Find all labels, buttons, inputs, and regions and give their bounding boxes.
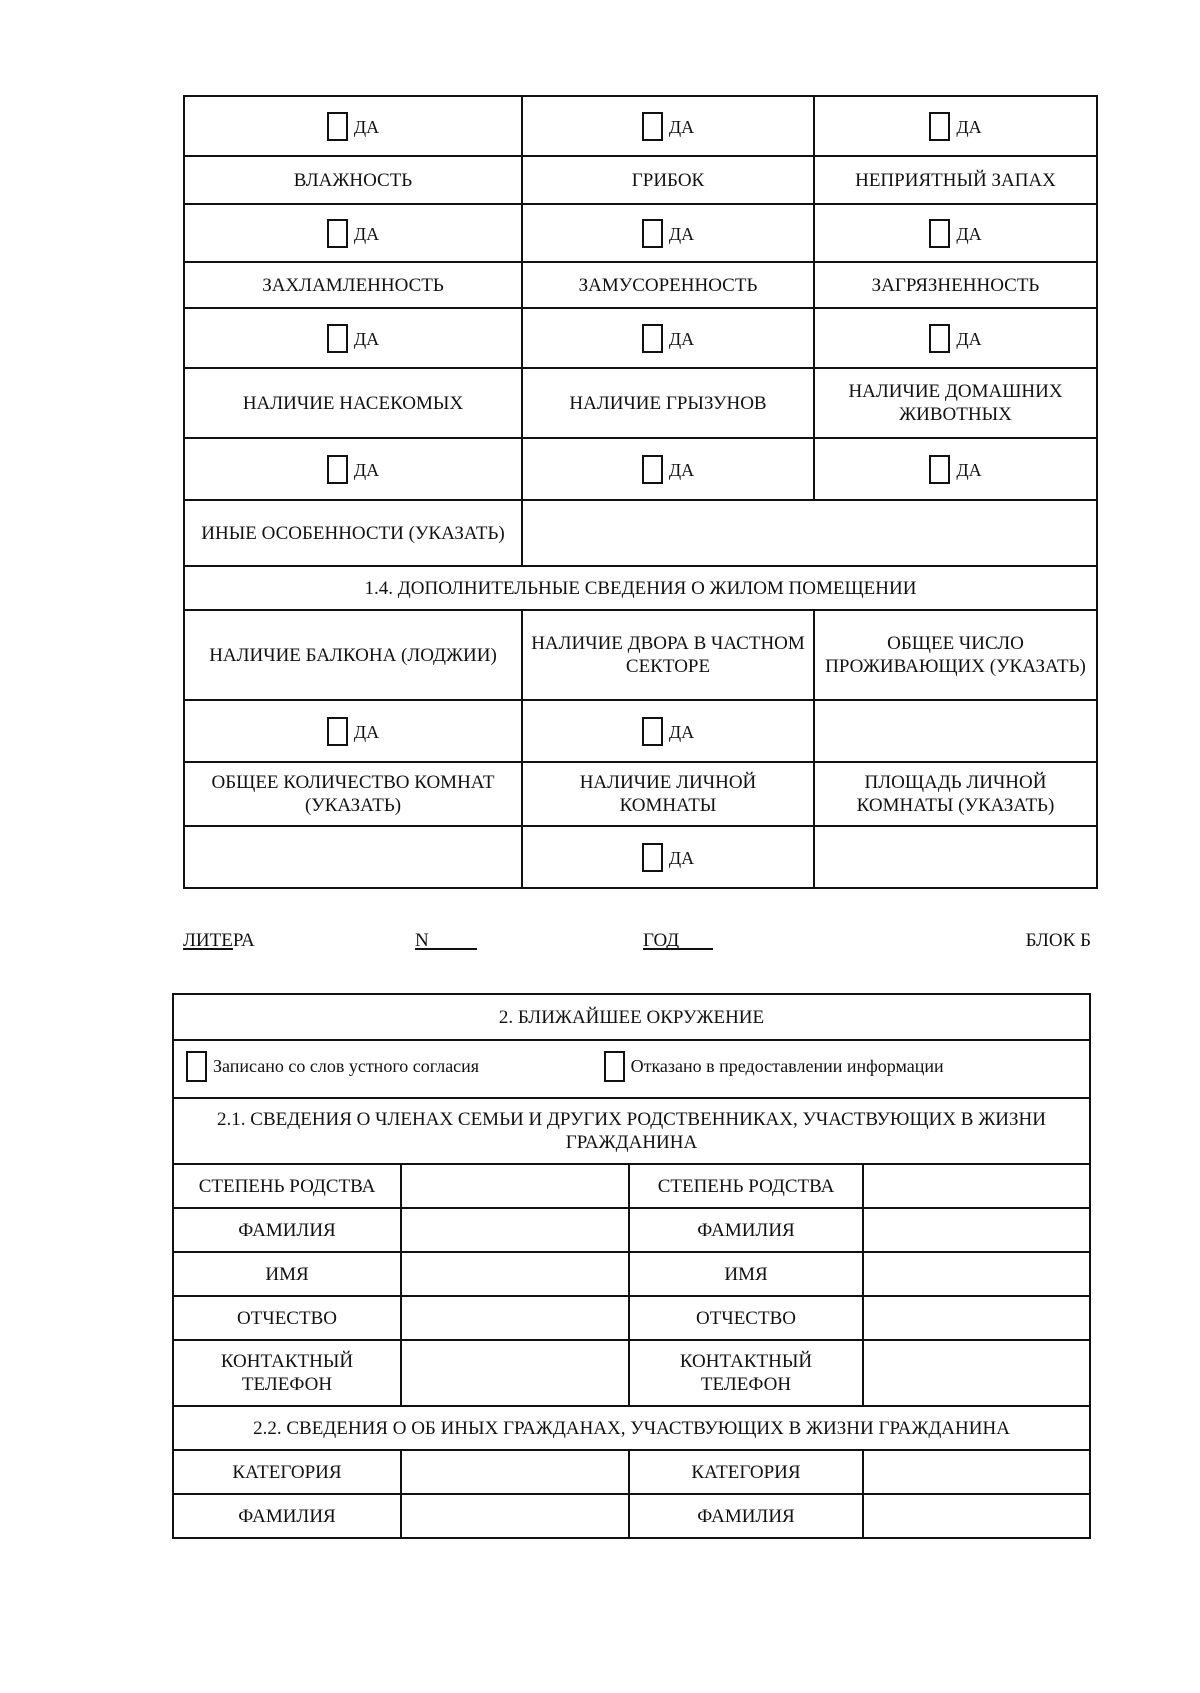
name-field-2[interactable] — [863, 1252, 1090, 1296]
checkbox-cell-dirt[interactable] — [814, 204, 1097, 262]
checkbox-cell-litter[interactable] — [522, 204, 814, 262]
label-other-surname: ФАМИЛИЯ — [629, 1494, 863, 1538]
close-environment-table — [172, 993, 1091, 1539]
label-odor: НЕПРИЯТНЫЙ ЗАПАХ — [814, 156, 1097, 204]
checkbox-label: ДА — [353, 328, 380, 349]
refused-option[interactable] — [604, 1051, 944, 1082]
other-surname-field-1[interactable] — [401, 1494, 629, 1538]
checkbox-rodents-yes[interactable] — [642, 455, 663, 484]
checkbox-cell-balcony[interactable] — [184, 700, 522, 762]
checkbox-label: ДА — [668, 721, 695, 742]
other-features-field[interactable] — [522, 500, 1097, 566]
kinship-field-2[interactable] — [863, 1164, 1090, 1208]
section-2-2-title: 2.2. СВЕДЕНИЯ О ОБ ИНЫХ ГРАЖДАНАХ, УЧАСТВУЮЩИХ В ЖИЗНИ ГРАЖДАНИНА — [173, 1406, 1090, 1450]
checkbox-balcony[interactable] — [327, 717, 348, 746]
checkbox-cell-insects[interactable] — [184, 308, 522, 368]
refused-label: Отказано в предоставлении информации — [630, 1055, 944, 1076]
year-label: ГОД — [643, 930, 680, 951]
consent-option[interactable] — [186, 1051, 479, 1082]
surname-field-2[interactable] — [863, 1208, 1090, 1252]
section-2-1-title: 2.1. СВЕДЕНИЯ О ЧЛЕНАХ СЕМЬИ И ДРУГИХ РОДСТВЕННИКАХ, УЧАСТВУЮЩИХ В ЖИЗНИ ГРАЖДАНИНА — [173, 1098, 1090, 1164]
label-fungus: ГРИБОК — [522, 156, 814, 204]
label-litter: ЗАМУСОРЕННОСТЬ — [522, 262, 814, 308]
checkbox-label: ДА — [956, 328, 982, 349]
label-rooms-count: ОБЩЕЕ КОЛИЧЕСТВО КОМНАТ (УКАЗАТЬ) — [184, 762, 522, 826]
checkbox-cell-clutter[interactable] — [184, 204, 522, 262]
patronymic-field-2[interactable] — [863, 1296, 1090, 1340]
room-area-field[interactable] — [814, 826, 1097, 888]
checkbox-pets-yes[interactable] — [929, 455, 950, 484]
checkbox-label: ДА — [956, 223, 982, 244]
label-room-area: ПЛОЩАДЬ ЛИЧНОЙ КОМНАТЫ (УКАЗАТЬ) — [814, 762, 1097, 826]
label-yard: НАЛИЧИЕ ДВОРА В ЧАСТНОМ СЕКТОРЕ — [522, 610, 814, 700]
checkbox-label: ДА — [956, 116, 982, 137]
checkbox-label: ДА — [668, 116, 695, 137]
litera-label: ЛИТЕРА — [183, 930, 255, 951]
checkbox-refused[interactable] — [604, 1051, 625, 1082]
label-residents-count: ОБЩЕЕ ЧИСЛО ПРОЖИВАЮЩИХ (УКАЗАТЬ) — [814, 610, 1097, 700]
housing-features-table — [183, 95, 1098, 889]
consent-options — [173, 1040, 1090, 1098]
label-phone: КОНТАКТНЫЙ ТЕЛЕФОН — [629, 1340, 863, 1406]
checkbox-personal-room[interactable] — [642, 843, 663, 872]
checkbox-cell-humidity[interactable] — [184, 96, 522, 156]
label-clutter: ЗАХЛАМЛЕННОСТЬ — [184, 262, 522, 308]
label-category: КАТЕГОРИЯ — [173, 1450, 401, 1494]
checkbox-pets[interactable] — [929, 324, 950, 353]
label-surname: ФАМИЛИЯ — [629, 1208, 863, 1252]
label-category: КАТЕГОРИЯ — [629, 1450, 863, 1494]
label-patronymic: ОТЧЕСТВО — [629, 1296, 863, 1340]
checkbox-clutter[interactable] — [327, 219, 348, 248]
document-meta-line — [183, 930, 1091, 960]
checkbox-cell-fungus[interactable] — [522, 96, 814, 156]
number-label: N — [415, 930, 429, 951]
checkbox-cell-insects-yes[interactable] — [184, 438, 522, 500]
section-2-title: 2. БЛИЖАЙШЕЕ ОКРУЖЕНИЕ — [173, 994, 1090, 1040]
label-kinship: СТЕПЕНЬ РОДСТВА — [629, 1164, 863, 1208]
label-surname: ФАМИЛИЯ — [173, 1208, 401, 1252]
checkbox-label: ДА — [353, 116, 380, 137]
checkbox-odor[interactable] — [929, 112, 950, 141]
residents-count-field[interactable] — [814, 700, 1097, 762]
checkbox-humidity[interactable] — [327, 112, 348, 141]
checkbox-rodents[interactable] — [642, 324, 663, 353]
rooms-count-field[interactable] — [184, 826, 522, 888]
patronymic-field-1[interactable] — [401, 1296, 629, 1340]
section-1-4-title: 1.4. ДОПОЛНИТЕЛЬНЫЕ СВЕДЕНИЯ О ЖИЛОМ ПОМЕЩЕНИИ — [184, 566, 1097, 610]
checkbox-cell-rodents[interactable] — [522, 308, 814, 368]
checkbox-litter[interactable] — [642, 219, 663, 248]
checkbox-label: ДА — [353, 721, 380, 742]
checkbox-label: ДА — [353, 459, 380, 480]
checkbox-label: ДА — [353, 223, 380, 244]
label-name: ИМЯ — [173, 1252, 401, 1296]
label-humidity: ВЛАЖНОСТЬ — [184, 156, 522, 204]
checkbox-cell-pets-yes[interactable] — [814, 438, 1097, 500]
label-other-surname: ФАМИЛИЯ — [173, 1494, 401, 1538]
category-field-2[interactable] — [863, 1450, 1090, 1494]
checkbox-label: ДА — [668, 328, 695, 349]
checkbox-fungus[interactable] — [642, 112, 663, 141]
label-insects: НАЛИЧИЕ НАСЕКОМЫХ — [184, 368, 522, 438]
label-rodents: НАЛИЧИЕ ГРЫЗУНОВ — [522, 368, 814, 438]
other-surname-field-2[interactable] — [863, 1494, 1090, 1538]
checkbox-insects[interactable] — [327, 324, 348, 353]
checkbox-cell-rodents-yes[interactable] — [522, 438, 814, 500]
checkbox-dirt[interactable] — [929, 219, 950, 248]
category-field-1[interactable] — [401, 1450, 629, 1494]
label-pets: НАЛИЧИЕ ДОМАШНИХ ЖИВОТНЫХ — [814, 368, 1097, 438]
checkbox-label: ДА — [668, 847, 695, 868]
checkbox-cell-odor[interactable] — [814, 96, 1097, 156]
checkbox-cell-yard[interactable] — [522, 700, 814, 762]
label-dirt: ЗАГРЯЗНЕННОСТЬ — [814, 262, 1097, 308]
checkbox-cell-personal-room[interactable] — [522, 826, 814, 888]
checkbox-label: ДА — [956, 459, 982, 480]
name-field-1[interactable] — [401, 1252, 629, 1296]
checkbox-label: ДА — [668, 223, 695, 244]
label-kinship: СТЕПЕНЬ РОДСТВА — [173, 1164, 401, 1208]
label-personal-room: НАЛИЧИЕ ЛИЧНОЙ КОМНАТЫ — [522, 762, 814, 826]
checkbox-cell-pets[interactable] — [814, 308, 1097, 368]
checkbox-label: ДА — [668, 459, 695, 480]
phone-field-2[interactable] — [863, 1340, 1090, 1406]
consent-label: Записано со слов устного согласия — [213, 1055, 480, 1076]
checkbox-consent[interactable] — [186, 1051, 207, 1082]
surname-field-1[interactable] — [401, 1208, 629, 1252]
label-phone: КОНТАКТНЫЙ ТЕЛЕФОН — [173, 1340, 401, 1406]
block-label: БЛОК Б — [1025, 930, 1091, 951]
checkbox-yard[interactable] — [642, 717, 663, 746]
label-name: ИМЯ — [629, 1252, 863, 1296]
kinship-field-1[interactable] — [401, 1164, 629, 1208]
label-balcony: НАЛИЧИЕ БАЛКОНА (ЛОДЖИИ) — [184, 610, 522, 700]
label-patronymic: ОТЧЕСТВО — [173, 1296, 401, 1340]
phone-field-1[interactable] — [401, 1340, 629, 1406]
checkbox-insects-yes[interactable] — [327, 455, 348, 484]
label-other-features: ИНЫЕ ОСОБЕННОСТИ (УКАЗАТЬ) — [184, 500, 522, 566]
